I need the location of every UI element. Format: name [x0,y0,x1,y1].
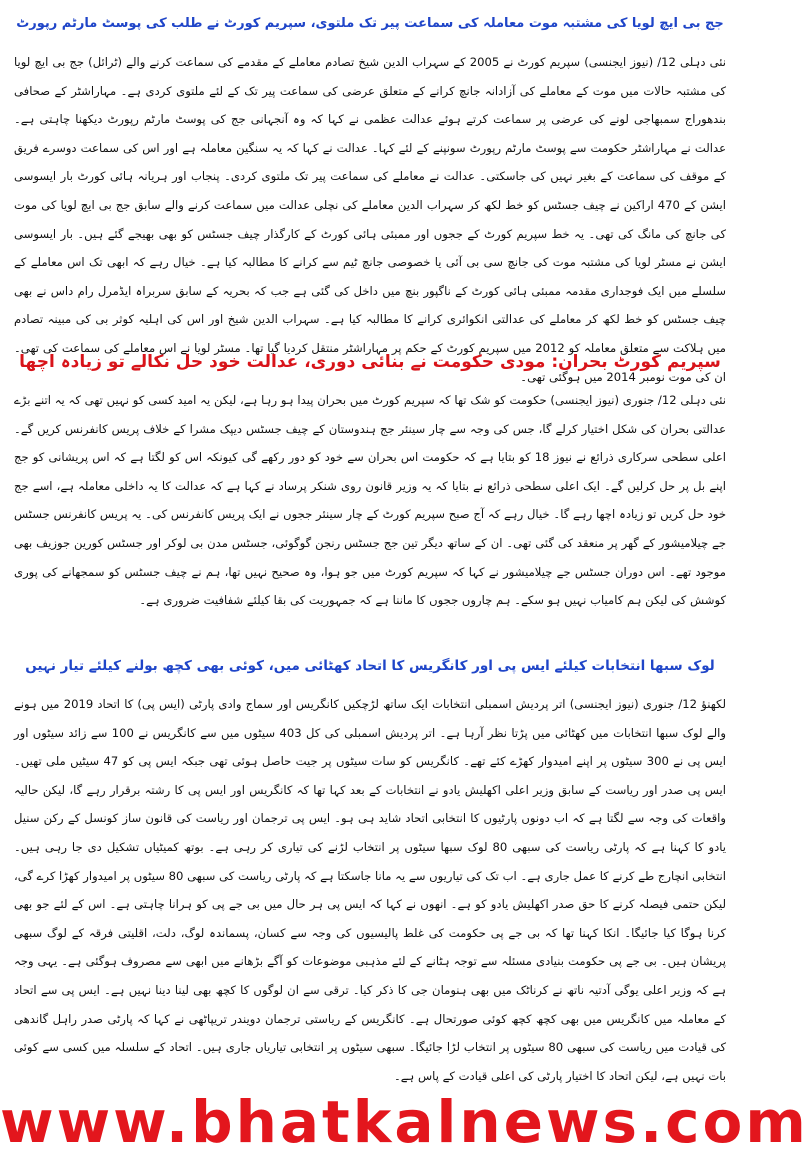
site-url-text[interactable]: www.bhatkalnews.com [0,1088,809,1156]
article-body: لکھنؤ 12/ جنوری (نیوز ایجنسی) اتر پردیش اسمبلی انتخابات ایک ساتھ لڑچکیں کانگریس اور سماج وادی پارٹی (ایس پی) کا اتحاد 2019 میں ہونے والے لوک سبھا انتخابات میں کھٹائی میں پڑتا نظر آرہا ہے۔ اتر پردیش اسمبلی کی کل 403 سیٹوں میں سے کانگریس نے 100 سے زائد سیٹوں اور ایس پی نے 300 سیٹوں پر اپنے امیدوار کھڑے کئے تھے۔ کانگریس کو سات سیٹوں پر جیت حاصل ہوئی تھی جبکہ ایس پی کو 47 سیٹیں ملی تھیں۔ ایس پی صدر اور ریاست کے سابق وزیر اعلی اکھلیش یادو نے انتخابات کے بعد کہا تھا کہ کانگریس اور ایس پی کا رشتہ برقرار رہے گا، لیکن حالیہ واقعات کی وجہ سے لگتا ہے کہ اب دونوں پارٹیوں کا انتخابی اتحاد شاید ہی ہو۔ ایس پی ترجمان اور ریاست کی قانون ساز کونسل کے رکن سنیل یادو کا کہنا ہے کہ پارٹی ریاست کی سبھی 80 لوک سبھا سیٹوں پر انتخاب لڑنے کی تیاری کر رہی ہے۔ بوتھ کمیٹیاں تشکیل دی جا رہی ہیں۔ انتخابی انچارج طے کرنے کا عمل جاری ہے۔ اب تک کی تیاریوں سے یہ مانا جاسکتا ہے کہ پارٹی ریاست کی سبھی 80 سیٹوں پر امیدوار کھڑا کرے گی، لیکن حتمی فیصلہ کرنے کا حق صدر اکھلیش یادو کو ہے۔ انھوں نے کہا کہ ایس پی ہر حال میں بی جے پی کو ہرانا چاہتی ہے۔ اس کے لئے جو بھی کرنا ہوگا کیا جائیگا۔ انکا کہنا تھا کہ بی جے پی حکومت کی غلط پالیسیوں کی وجہ سے کسان، پسماندہ لوگ، دلت، اقلیتی فرقہ کے لوگ سبھی پریشان ہیں۔ بی جے پی حکومت بنیادی مسئلہ سے توجہ ہٹانے کے لئے مذہبی موضوعات کو آگے بڑھانے میں ابھی سے مصروف ہوگئی ہے۔ یہی وجہ ہے کہ وزیر اعلی یوگی آدتیہ ناتھ نے کرناٹک میں بھی ہنومان جی کا ذکر کیا۔ ترقی سے ان لوگوں کا کچھ بھی لینا دینا نہیں ہے۔ ایس پی سے اتحاد کے معاملہ میں کانگریس میں بھی کچھ کچھ کوئی صورتحال ہے۔ کانگریس کے ریاستی ترجمان دویندر تریپاٹھی نے کہا کہ پارٹی صدر راہل گاندھی کی قیادت میں ریاست کی سبھی 80 سیٹوں پر انتخاب لڑا جائیگا۔ سبھی سیٹوں پر انتخابی تیاریاں جاری ہیں۔ اتحاد کے سلسلہ میں کسی سے کوئی بات نہیں ہے، لیکن اتحاد کا اختیار پارٹی کی اعلی قیادت کے پاس ہے۔ [14,697,727,1083]
site-footer [0,1082,809,1162]
article-body: نئی دہلی 12/ (نیوز ایجنسی) سپریم کورٹ نے 2005 کے سہراب الدین شیخ تصادم معاملے کے مقدمے کی سماعت کرنے والے (ٹرائل) جج بی ایچ لویا کی مشتبہ حالات میں موت کے معاملے کی آزادانہ جانچ کرانے کے متعلق عرضی کی سماعت پیر تک کے لئے ملتوی کردی ہے۔ مہاراشٹر کے صحافی بندھوراج سمبھاجی لونے کی عرضی پر سماعت کرتے ہوئے عدالت عظمی نے کہا کہ وہ آنجہانی جج کی پوسٹ مارٹم رپورٹ دیکھنا چاہتی ہے۔ عدالت نے مہاراشٹر حکومت سے پوسٹ مارٹم رپورٹ سونپنے کے لئے کہا۔ عدالت نے کہا کہ یہ سنگین معاملہ ہے اور اس کی سماعت دوسرے فریق کے موقف کی سماعت کے بغیر نہیں کی جاسکتی۔ عدالت نے معاملے کی سماعت پیر تک ملتوی کردی۔ پنجاب اور ہریانہ ہائی کورٹ بار ایسوسی ایشن کے 470 اراکین نے چیف جسٹس کو خط لکھ کر سہراب الدین معاملے کی نچلی عدالت میں سماعت کرنے والے سابق جج بی ایچ لویا کی موت کی جانچ کی مانگ کی تھی۔ یہ خط سپریم کورٹ کے ججوں اور ممبئی ہائی کورٹ کے کارگذار چیف جسٹس کو بھی بھیجے گئے ہیں۔ بار ایسوسی ایشن نے مسٹر لویا کی مشتبہ موت کی جانچ سی بی آئی یا خصوصی جانچ ٹیم سے کرانے کا مطالبہ کیا ہے۔ خیال رہے کہ ابھی تک اس معاملے کے سلسلے میں ایک فوجداری مقدمہ ممبئی ہائی کورٹ کے ناگپور بنچ میں داخل کی گئی ہے جب کہ بحریہ کے سابق سربراہ ایڈمرل رام داس نے بھی چیف جسٹس کو خط لکھ کر معاملے کی عدالتی انکوائری کرانے کا مطالبہ کیا ہے۔ سہراب الدین شیخ اور اس کی اہلیہ کوثر بی کی مبینہ تصادم میں ہلاکت سے متعلق معاملہ کو 2012 میں سپریم کورٹ کے حکم پر مہاراشٹر منتقل کردیا گیا تھا۔ مسٹر لویا نے اس معاملے کی سماعت کی تھی۔ ان کی موت نومبر 2014 میں ہوگئی تھی۔ [14,55,726,384]
article-sp-congress-alliance [14,646,727,1083]
article-body: نئی دہلی 12/ جنوری (نیوز ایجنسی) حکومت کو شک تھا کہ سپریم کورٹ میں بحران پیدا ہو رہا ہے، لیکن یہ امید کسی کو نہیں تھی کہ یہ اتنے بڑے عدالتی بحران کی شکل اختیار کرلے گا، جس کی وجہ سے چار سینئر جج ہندوستان کے چیف جسٹس دیپک مشرا کے خلاف پریس کانفرنس کریں گے۔ اعلی سطحی سرکاری ذرائع نے نیوز 18 کو بتایا ہے کہ حکومت اس بحران سے خود کو دور رکھے گی کیونکہ اس کو لگتا ہے کہ اس پریشانی کو جج اپنے بل پر حل کرلیں گے۔ ایک اعلی سطحی ذرائع نے بتایا کہ یہ وزیر قانون روی شنکر پرساد نے کہا ہے کہ عدالت کا یہ داخلی معاملہ ہے، اسے جج خود حل کریں تو زیادہ اچھا رہے گا۔ خیال رہے کہ آج صبح سپریم کورٹ کے چار سینئر ججوں نے ایک پریس کانفرنس کی۔ یہ پریس کانفرنس جسٹس جے چیلامیشور کے گھر پر منعقد کی گئی تھی۔ ان کے ساتھ دیگر تین جج جسٹس رنجن گوگوئی، جسٹس مدن بی لوکر اور جسٹس کورین جوزیف بھی موجود تھے۔ اس دوران جسٹس جے چیلامیشور نے کہا کہ سپریم کورٹ میں جو ہوا، وہ صحیح نہیں تھا، ہم نے چیف جسٹس کو سمجھانے کی پوری کوشش کی لیکن ہم کامیاب نہیں ہو سکے۔ ہم چاروں ججوں کا ماننا ہے کہ جمہوریت کی بقا کیلئے شفافیت ضروری ہے۔ [14,393,726,608]
article-headline: جج بی ایچ لویا کی مشتبہ موت معاملہ کی سماعت پیر تک ملتوی، سپریم کورٹ نے طلب کی پوسٹ مارٹم رپورٹ [16,16,724,31]
article-headline: سپریم کورٹ بحران: مودی حکومت نے بنائی دوری، عدالت خود حل نکالے تو زیادہ اچھا [19,352,721,372]
article-headline: لوک سبھا انتخابات کیلئے ایس پی اور کانگریس کا اتحاد کھٹائی میں، کوئی بھی کچھ بولنے کیلئے تیار نہیں [25,658,715,674]
article-supreme-court-crisis [14,342,726,638]
